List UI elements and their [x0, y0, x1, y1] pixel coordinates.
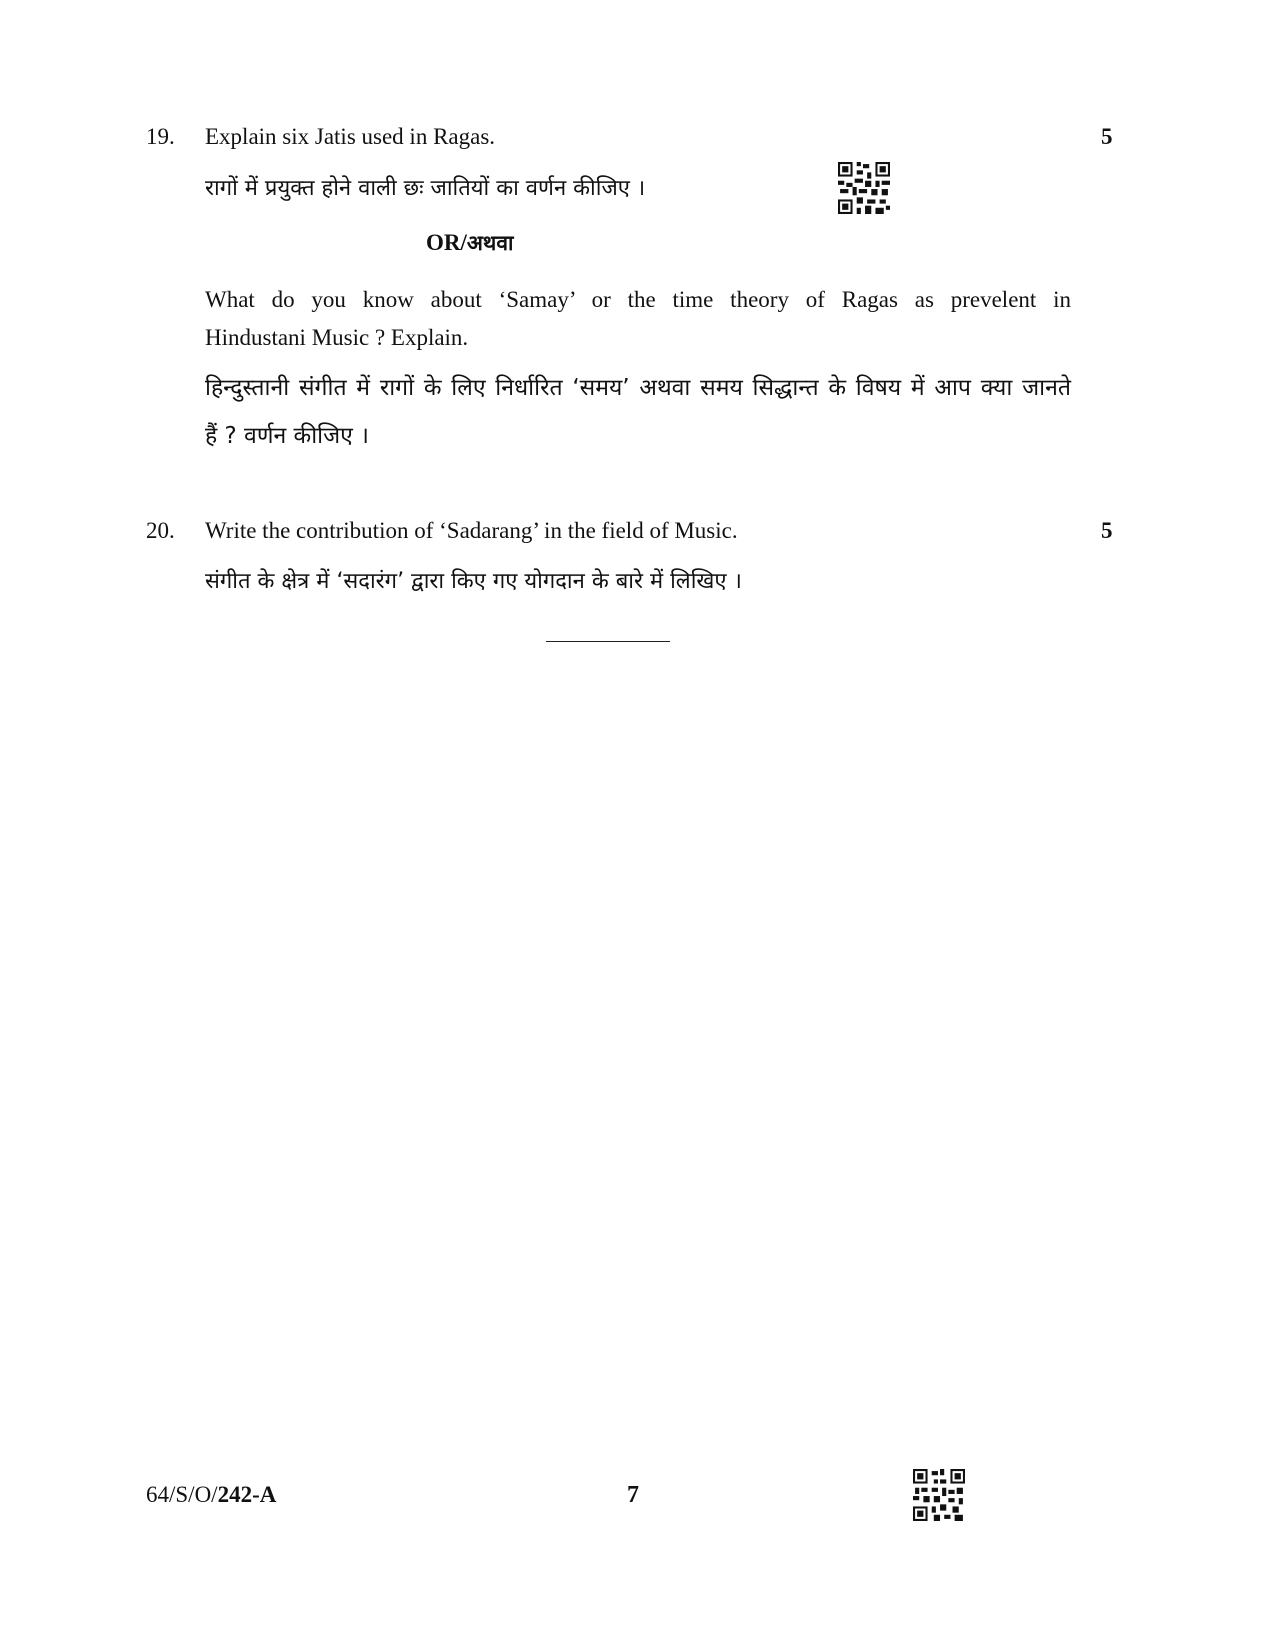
question-text-hindi: रागों में प्रयुक्त होने वाली छः जातियों का वर्णन कीजिए । [205, 176, 646, 201]
question-marks: 5 [1101, 518, 1113, 543]
page-number: 7 [627, 1482, 639, 1508]
question-text-english: Explain six Jatis used in Ragas. [205, 124, 496, 149]
qr-code-icon [913, 1469, 965, 1521]
end-of-questions-rule [546, 641, 670, 642]
question-number: 20. [146, 518, 175, 543]
qr-code-icon [838, 162, 890, 214]
or-divider-label [426, 228, 513, 258]
paper-code-prefix: 64/S/O/ [146, 1482, 218, 1507]
paper-code-bold: 242-A [217, 1482, 277, 1507]
question-text-english: Write the contribution of ‘Sadarang’ in the field of Music. [205, 518, 738, 543]
alternative-question-english-line-2: Hindustani Music ? Explain. [205, 325, 469, 350]
alternative-question-hindi-line-1: हिन्दुस्तानी संगीत में रागों के लिए निर्धारित ‘समय’ अथवा समय सिद्धान्त के विषय में आप क्या जानते [205, 375, 1071, 401]
or-label-hindi: अथवा [466, 231, 514, 255]
alternative-question-english-line-1: What do you know about ‘Samay’ or the time theory of Ragas as prevelent in [205, 287, 1071, 312]
or-label-english: OR/ [426, 230, 467, 255]
question-number: 19. [146, 124, 175, 149]
question-marks: 5 [1101, 124, 1113, 149]
paper-code [146, 1480, 276, 1510]
question-text-hindi: संगीत के क्षेत्र में ‘सदारंग’ द्वारा किए गए योगदान के बारे में लिखिए । [205, 569, 742, 594]
alternative-question-hindi-line-2: हैं ? वर्णन कीजिए । [205, 423, 369, 449]
